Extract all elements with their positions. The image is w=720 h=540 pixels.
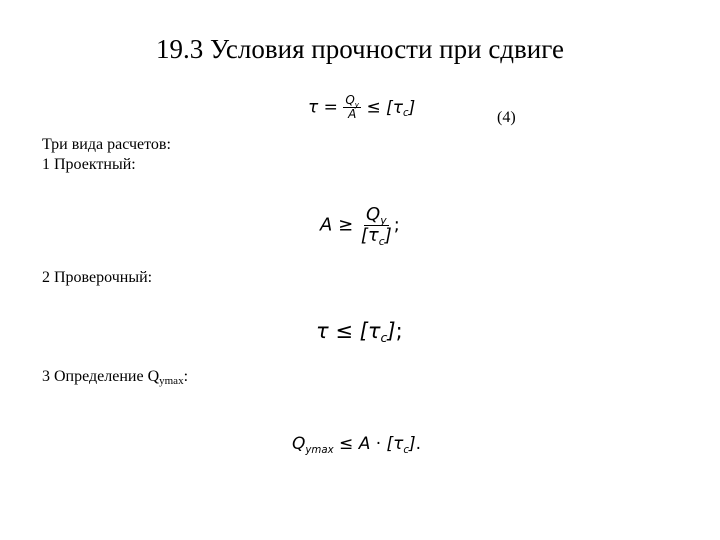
item-load: 3 Определение Qymax: xyxy=(42,368,189,387)
item-check: 2 Проверочный: xyxy=(42,269,153,286)
slide-title: 19.3 Условия прочности при сдвиге xyxy=(156,34,564,64)
formula-check: $\tau \le [\tau_c]$; xyxy=(316,319,403,346)
formula-load: $Q_{ymax} \le A \cdot [\tau_c]$. xyxy=(292,434,422,456)
formula-main: τ = $\frac{Q_y}{A}$ ≤ $[\tau_c]$ xyxy=(308,93,416,122)
intro-text: Три вида расчетов: xyxy=(42,136,171,153)
item-design: 1 Проектный: xyxy=(42,156,136,173)
formula-design: A ≥ $\frac{Q_y}{[\tau_c]}$ ; xyxy=(320,204,400,248)
equation-number: (4) xyxy=(497,109,516,126)
